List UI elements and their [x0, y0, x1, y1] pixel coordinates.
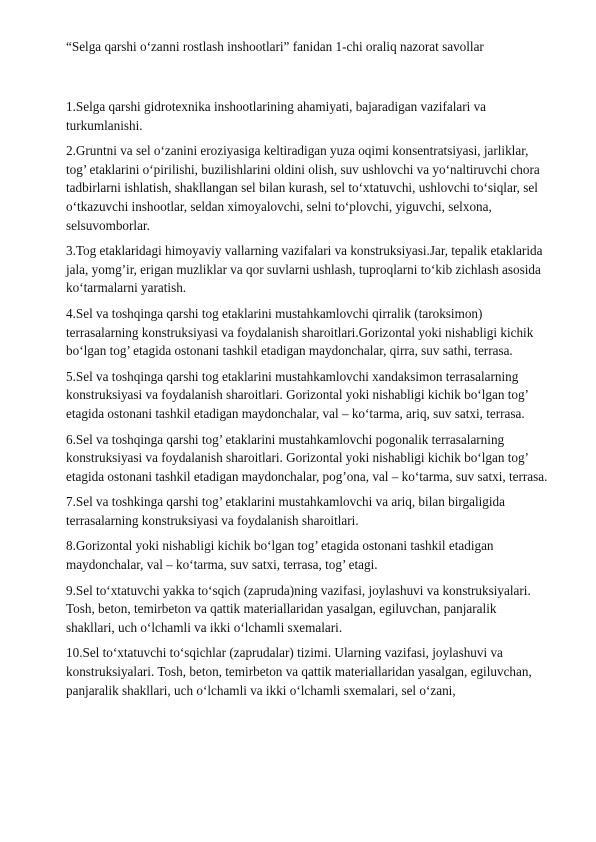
question-5: 5.Sel va toshqinga qarshi tog etaklarini mustahkamlovchi xandaksimon terrasalarning konstruksiyasi va foydalanish sharoitlari. Gorizontal yoki nishabligi kichik bo‘lgan tog’ etagida ostonani tashkil etadigan maydonchalar, val – ko‘tarma, ariq, suv satxi, terrasa. [66, 368, 528, 421]
question-1: 1.Selga qarshi gidrotexnika inshootlarining ahamiyati, bajaradigan vazifalari va turkumlanishi. [66, 99, 487, 133]
questions-list [66, 98, 548, 707]
question-4: 4.Sel va toshqinga qarshi tog etaklarini mustahkamlovchi qirralik (taroksimon) terrasalarning konstruksiyasi va foydalanish sharoitlari.Gorizontal yoki nishabligi kichik bo‘lgan tog’ etagida ostonani tashkil etadigan maydonchalar, qirra, suv sathi, terrasa. [66, 305, 534, 359]
question-2: 2.Gruntni va sel o‘zanini eroziyasiga keltiradigan yuza oqimi konsentratsiyasi, jarliklar, tog’ etaklarini o‘pirilishi, buzilishlarini oldini olish, suv ushlovchi va yo‘naltiruvchi chora tadbirlarni ishlatish, shakllangan sel bilan kurash, sel to‘xtatuvchi, ushlovchi to‘siqlar, sel o‘tkazuvchi inshootlar, seldan ximoyalovchi, selni to‘plovchi, yiguvchi, selxona, selsuvomborlar. [66, 143, 540, 233]
question-6: 6.Sel va toshqinga qarshi tog’ etaklarini mustahkamlovchi pogonalik terrasalarning konstruksiyasi va foydalanish sharoitlari. Gorizontal yoki nishabligi kichik bo‘lgan tog’ etagida ostonani tashkil etadigan maydonchalar, pog’ona, val – ko‘tarma, suv satxi, terrasa. [66, 431, 548, 484]
question-10: 10.Sel to‘xtatuvchi to‘sqichlar (zaprudalar) tizimi. Ularning vazifasi, joylashuvi va konstruksiyalari. Tosh, beton, temirbeton va qattik materiallaridan yasalgan, egiluvchan, panjaralik shakllari, uch o‘lchamli va ikki o‘lchamli sxemalari, sel o‘zani, [66, 645, 532, 698]
question-8: 8.Gorizontal yoki nishabligi kichik bo‘lgan tog’ etagida ostonani tashkil etadigan maydonchalar, val – ko‘tarma, suv satxi, terrasa, tog’ etagi. [66, 538, 494, 573]
question-3: 3.Tog etaklaridagi himoyaviy vallarning vazifalari va konstruksiyasi.Jar, tepalik etaklarida jala, yomg’ir, erigan muzliklar va qor suvlarni ushlash, tuproqlarni to‘kib zichlash asosida ko‘tarmalarni yaratish. [66, 243, 543, 296]
question-7: 7.Sel va toshkinga qarshi tog’ etaklarini mustahkamlovchi va ariq, bilan birgaligida terrasalarning konstruksiyasi va foydalanish sharoitlari. [66, 494, 505, 528]
question-9: 9.Sel to‘xtatuvchi yakka to‘sqich (zapruda)ning vazifasi, joylashuvi va konstruksiyalari. Tosh, beton, temirbeton va qattik materiallaridan yasalgan, egiluvchan, panjaralik shakllari, uch o‘lchamli va ikki o‘lchamli sxemalari. [66, 582, 531, 635]
document-title: “Selga qarshi o‘zanni rostlash inshootlari” fanidan 1-chi oraliq nazorat savollar [66, 39, 484, 54]
